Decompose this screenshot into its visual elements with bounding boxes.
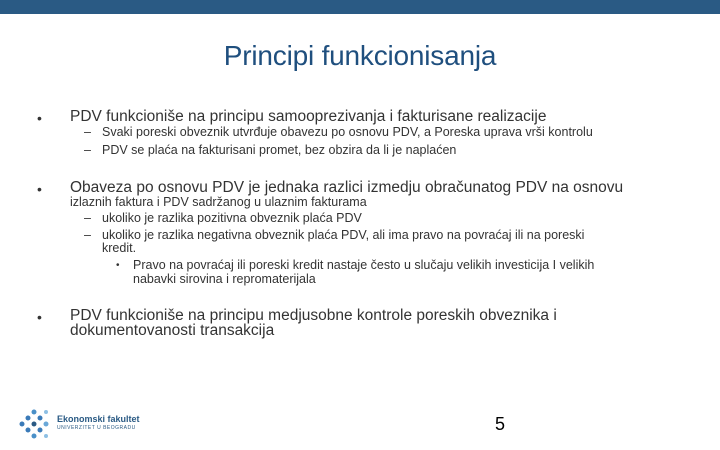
- bullet-2-sub-1-dash: –: [84, 211, 91, 225]
- bullet-2-sub-2: ukoliko je razlika negativna obveznik plaća PDV, ali ima pravo na povraćaj ili na poreski: [102, 228, 585, 242]
- faculty-logo-icon: [16, 406, 54, 442]
- bullet-2-subsub-1: Pravo na povraćaj ili poreski kredit nastaje često u slučaju velikih investicija I velikih: [133, 258, 595, 272]
- bullet-1-marker: •: [37, 110, 42, 126]
- logo-subtitle: UNIVERZITET U BEOGRADU: [57, 425, 136, 431]
- bullet-2-text: Obaveza po osnovu PDV je jednaka razlici izmedju obračunatog PDV na osnovu: [70, 179, 624, 196]
- page-number: 5: [495, 414, 506, 434]
- bullet-2-sub-1: ukoliko je razlika pozitivna obveznik plaća PDV: [102, 211, 362, 225]
- bullet-2-marker: •: [37, 181, 42, 197]
- bullet-1-text: PDV funkcioniše na principu samooprezivanja i fakturisane realizacije: [70, 108, 547, 125]
- top-accent-bar: [0, 0, 720, 14]
- bullet-3-line-2: dokumentovanosti transakcija: [70, 322, 275, 339]
- bullet-1-sub-1: Svaki poreski obveznik utvrđuje obavezu po osnovu PDV, a Poreska uprava vrši kontrolu: [102, 125, 593, 139]
- slide-title: Principi funkcionisanja: [223, 40, 497, 71]
- bullet-2-continuation: izlaznih faktura i PDV sadržanog u ulaznim fakturama: [70, 195, 367, 209]
- bullet-1-sub-1-dash: –: [84, 125, 91, 139]
- bullet-2-sub-2-dash: –: [84, 228, 91, 242]
- bullet-2-subsub-marker: •: [116, 260, 120, 271]
- bullet-2-sub-2-cont: kredit.: [102, 241, 137, 255]
- bullet-3-marker: •: [37, 309, 42, 325]
- bullet-2-subsub-2: nabavki sirovina i repromaterijala: [133, 272, 316, 286]
- bullet-1-sub-2: PDV se plaća na fakturisani promet, bez obzira da li je naplaćen: [102, 143, 457, 157]
- logo-name: Ekonomski fakultet: [57, 414, 140, 424]
- bullet-1-sub-2-dash: –: [84, 143, 91, 157]
- bullet-3-line-1: PDV funkcioniše na principu medjusobne kontrole poreskih obveznika i: [70, 307, 557, 324]
